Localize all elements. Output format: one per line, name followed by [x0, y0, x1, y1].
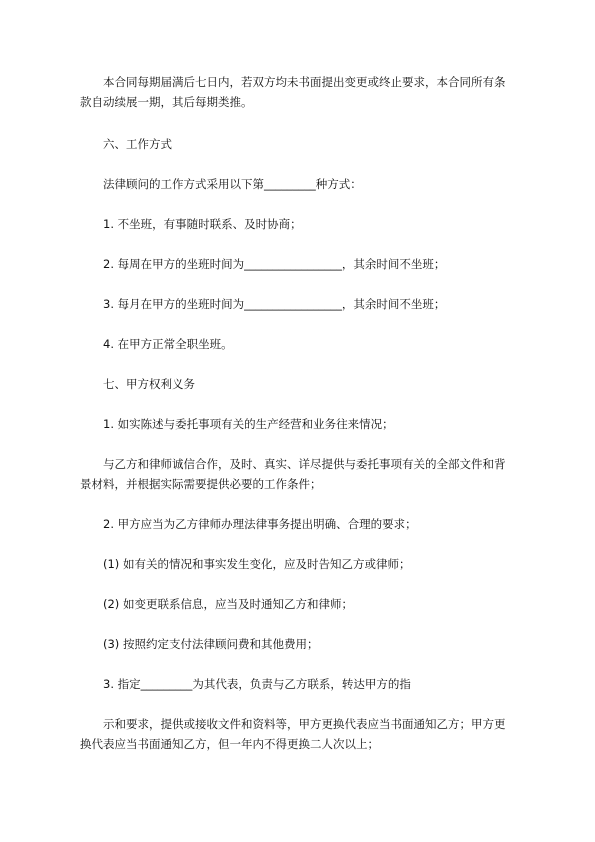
sub-item-1	[0, 554, 595, 574]
sub-item-3	[0, 634, 595, 654]
list-item-party-a-2	[0, 514, 595, 534]
heading-text: 七、甲方权利义务	[103, 377, 195, 391]
list-item-work-method-4	[0, 334, 595, 354]
section-heading-work-method	[0, 134, 595, 154]
text-line: 3. 指定_________为其代表，负责与乙方联系，转达甲方的指	[103, 677, 411, 691]
text-line: 换代表应当书面通知乙方，但一年内不得更换二人次以上；	[80, 737, 379, 751]
list-item-work-method-1	[0, 214, 595, 234]
text-line: 本合同每期届满后七日内，若双方均未书面提出变更或终止要求，本合同所有条	[103, 75, 506, 89]
text-line: 景材料，并根据实际需要提供必要的工作条件；	[80, 477, 322, 491]
list-item-work-method-3	[0, 294, 595, 314]
paragraph-cooperation	[0, 454, 595, 494]
text-line: 示和要求，提供或接收文件和资料等，甲方更换代表应当书面通知乙方；甲方更	[103, 717, 506, 731]
list-item-party-a-1	[0, 414, 595, 434]
text-line: 法律顾问的工作方式采用以下第_________种方式：	[103, 177, 362, 191]
text-line: 与乙方和律师诚信合作，及时、真实、详尽提供与委托事项有关的全部文件和背	[103, 457, 506, 471]
paragraph-representative	[0, 714, 595, 754]
paragraph-work-method-intro	[0, 174, 595, 194]
list-item-party-a-3	[0, 674, 595, 694]
heading-text: 六、工作方式	[103, 137, 172, 151]
list-item-work-method-2	[0, 254, 595, 274]
sub-item-2	[0, 594, 595, 614]
section-heading-party-a-rights	[0, 374, 595, 394]
text-line: 2. 每周在甲方的坐班时间为_________________，其余时间不坐班；	[103, 257, 446, 271]
text-line: (2) 如变更联系信息，应当及时通知乙方和律师；	[103, 597, 353, 611]
text-line: 2. 甲方应当为乙方律师办理法律事务提出明确、合理的要求；	[103, 517, 417, 531]
text-line: 1. 不坐班，有事随时联系、及时协商；	[103, 217, 302, 231]
text-line: (1) 如有关的情况和事实发生变化，应及时告知乙方或律师；	[103, 557, 411, 571]
text-line: 1. 如实陈述与委托事项有关的生产经营和业务往来情况；	[103, 417, 394, 431]
text-line: 款自动续展一期，其后每期类推。	[80, 95, 253, 109]
text-line: 4. 在甲方正常全职坐班。	[103, 337, 233, 351]
text-line: (3) 按照约定支付法律顾问费和其他费用；	[103, 637, 319, 651]
paragraph-renewal-clause	[0, 72, 595, 112]
text-line: 3. 每月在甲方的坐班时间为_________________，其余时间不坐班；	[103, 297, 446, 311]
